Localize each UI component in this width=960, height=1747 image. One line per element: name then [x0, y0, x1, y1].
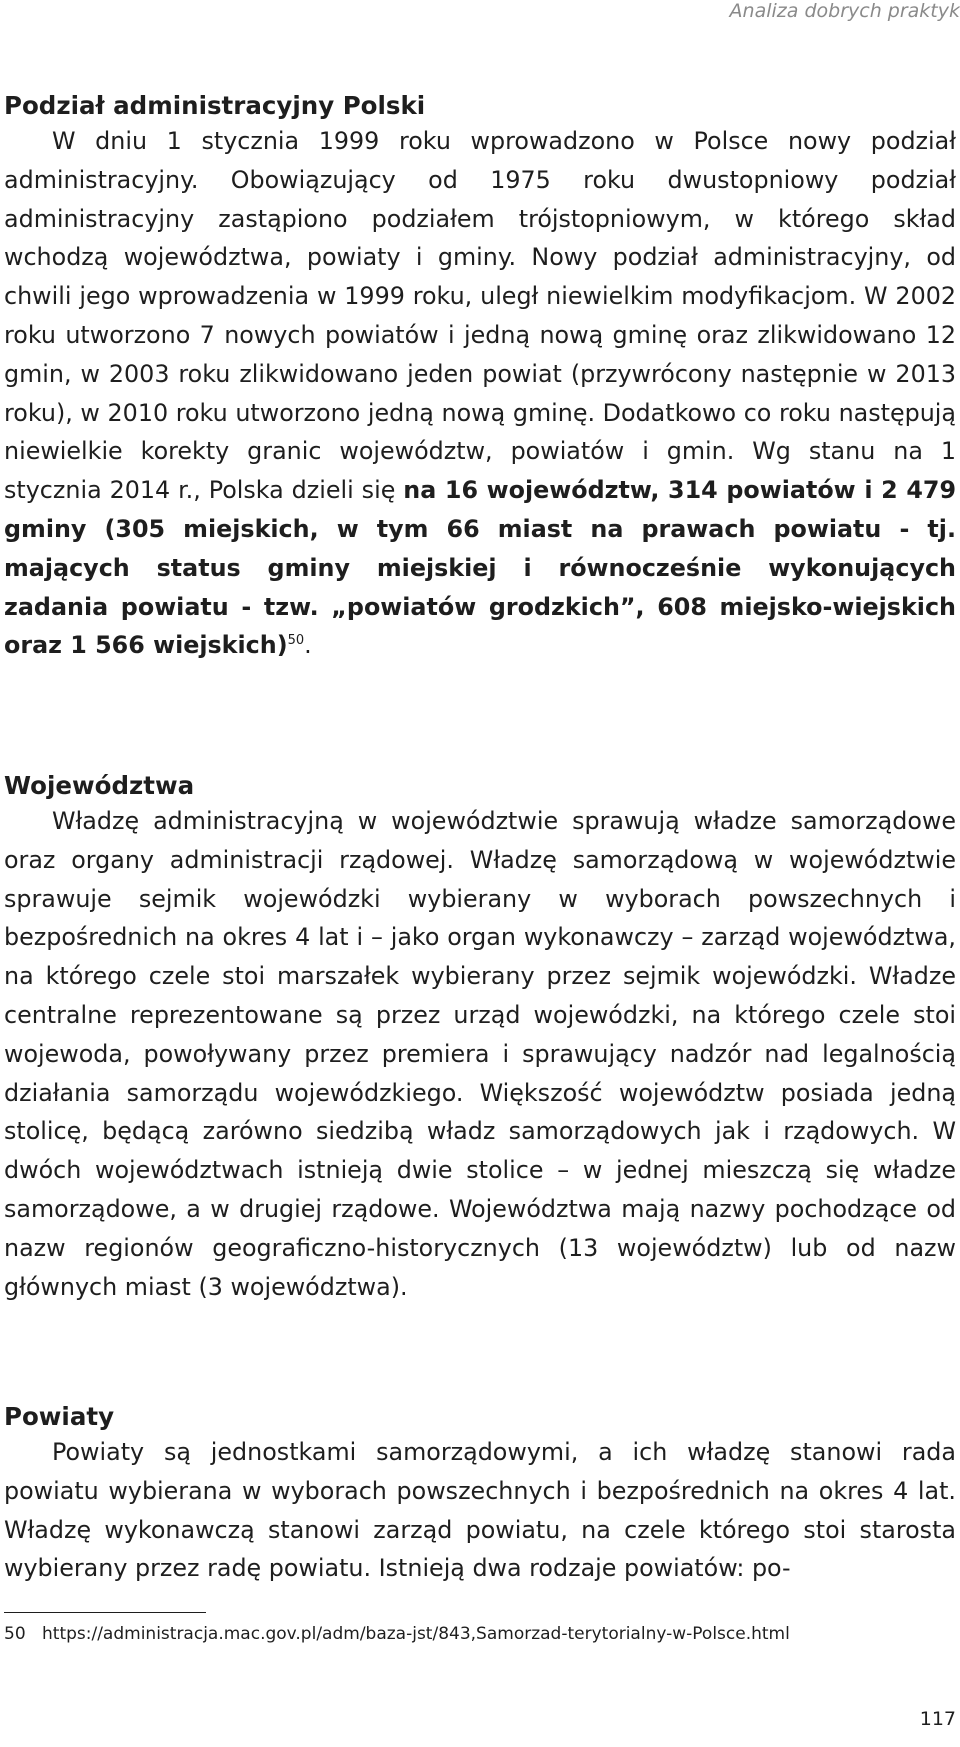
section-paragraph: Powiaty są jednostkami samorządowymi, a ich władzę stanowi rada powiatu wybierana w wyborach powszechnych i bezpośrednich na okres 4 lat. Władzę wykonawczą stanowi zarząd powiatu, na czele którego stoi starosta wybierany przez radę powiatu. Istnieją dwa rodzaje powiatów: po- [4, 1438, 956, 1583]
footnote-reference[interactable]: 50 [287, 633, 305, 649]
footnote-divider [4, 1612, 206, 1613]
section-title: Podział administracyjny Polski [4, 91, 426, 120]
section-paragraph: Władzę administracyjną w województwie sprawują władze samorządowe oraz organy administracji rządowej. Władzę samorządową w województwie sprawuje sejmik wojewódzki wybierany w wyborach powszechnych i bezpośrednich na okres 4 lat i – jako organ wykonawczy – zarząd województwa, na którego czele stoi marszałek wybierany przez sejmik wojewódzki. Władze centralne reprezentowane są przez urząd wojewódzki, na którego czele stoi wojewoda, powoływany przez premiera i sprawujący nadzór nad legalnością działania samorządu wojewódzkiego. Większość województw posiada jedną stolicę, będącą zarówno siedzibą władz samorządowych jak i rządowych. W dwóch województwach istnieją dwie stolice – w jednej mieszczą się władze samorządowe, a w drugiej rządowe. Województwa mają nazwy pochodzące od nazw regionów geograficzno-historycznych (13 województw) lub od nazw głównych miast (3 województwa). [4, 807, 956, 1301]
section-title: Powiaty [4, 1402, 115, 1431]
section-wojewodztwa [4, 770, 956, 1306]
paragraph-bold-text: na 16 województw, 314 powiatów i 2 479 gminy (305 miejskich, w tym 66 miast na prawach powiatu - tj. mających status gminy miejskiej i równocześnie wykonujących zadania powiatu - tzw. „powiatów grodzkich”, 608 miejsko-wiejskich oraz 1 566 wiejskich) [4, 476, 957, 660]
footnote [4, 1622, 904, 1646]
paragraph-end: . [304, 631, 312, 660]
section-powiaty [4, 1401, 956, 1588]
footnote-link[interactable]: https://administracja.mac.gov.pl/adm/baza-jst/843,Samorzad-terytorialny-w-Polsce.html [42, 1624, 790, 1644]
footnote-number: 50 [4, 1624, 26, 1644]
section-title: Województwa [4, 771, 195, 800]
page-number: 117 [919, 1708, 956, 1730]
paragraph-text: W dniu 1 stycznia 1999 roku wprowadzono w Polsce nowy podział administracyjny. Obowiązujący od 1975 roku dwustopniowy podział administracyjny zastąpiono podziałem trójstopniowym, w którego skład wchodzą województwa, powiaty i gminy. Nowy podział administracyjny, od chwili jego wprowadzenia w 1999 roku, uległ niewielkim modyfikacjom. W 2002 roku utworzono 7 nowych powiatów i jedną nową gminę oraz zlikwidowano 12 gmin, w 2003 roku zlikwidowano jeden powiat (przywrócony następnie w 2013 roku), w 2010 roku utworzono jedną nową gminę. Dodatkowo co roku następują niewielkie korekty granic województw, powiatów i gmin. Wg stanu na 1 stycznia 2014 r., Polska dzieli się [4, 127, 956, 505]
section-paragraph [4, 122, 956, 665]
section-podzial [4, 90, 956, 665]
running-header: Analiza dobrych praktyk [729, 0, 960, 22]
